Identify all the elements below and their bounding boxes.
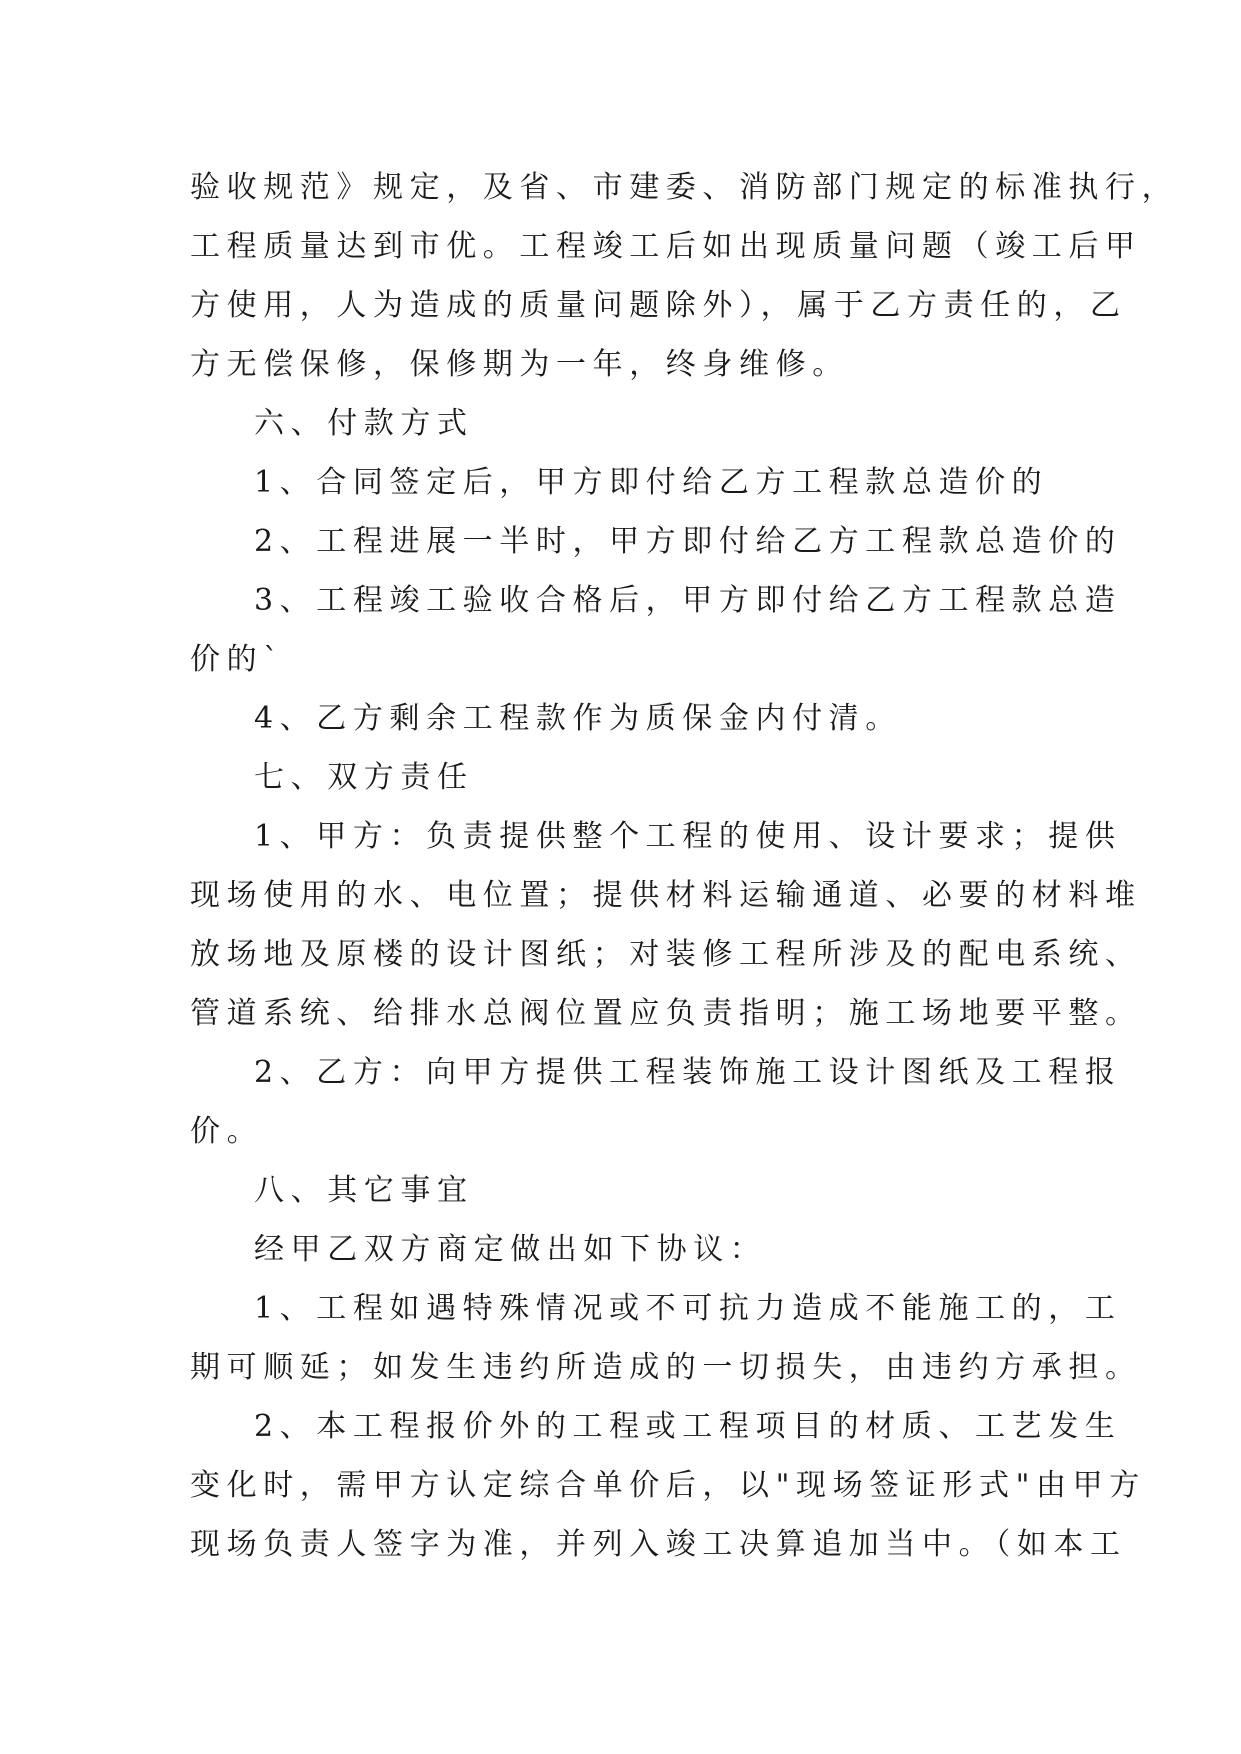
text-line: 价。 — [190, 1114, 264, 1149]
text-line: 现场负责人签字为准，并列入竣工决算追加当中。（如本工 — [190, 1527, 1127, 1562]
text-line: 1、甲方：负责提供整个工程的使用、设计要求；提供 — [254, 819, 1122, 854]
text-line: 4、乙方剩余工程款作为质保金内付清。 — [254, 701, 902, 736]
text-line: 经甲乙双方商定做出如下协议： — [254, 1232, 767, 1267]
text-line: 方无偿保修，保修期为一年，终身维修。 — [190, 347, 849, 382]
text-line: 1、工程如遇特殊情况或不可抗力造成不能施工的，工 — [254, 1291, 1122, 1326]
section-heading-responsibilities: 七、双方责任 — [254, 760, 474, 795]
section-heading-other-matters: 八、其它事宜 — [254, 1173, 474, 1208]
text-line: 2、工程进展一半时，甲方即付给乙方工程款总造价的 — [254, 524, 1122, 559]
text-line: 1、合同签定后，甲方即付给乙方工程款总造价的 — [254, 465, 1049, 500]
text-line: 放场地及原楼的设计图纸；对装修工程所涉及的配电系统、 — [190, 937, 1142, 972]
text-line: 工程质量达到市优。工程竣工后如出现质量问题（竣工后甲 — [190, 229, 1142, 264]
text-line: 价的` — [190, 642, 285, 677]
text-line: 3、工程竣工验收合格后，甲方即付给乙方工程款总造 — [254, 583, 1122, 618]
text-line: 期可顺延；如发生违约所造成的一切损失，由违约方承担。 — [190, 1350, 1142, 1385]
text-line: 方使用，人为造成的质量问题除外），属于乙方责任的，乙 — [190, 288, 1127, 323]
text-line: 验收规范》规定，及省、市建委、消防部门规定的标准执行， — [190, 170, 1179, 205]
section-heading-payment: 六、付款方式 — [254, 406, 474, 441]
document-body — [190, 158, 1179, 1574]
text-line: 现场使用的水、电位置；提供材料运输通道、必要的材料堆 — [190, 878, 1142, 913]
text-line: 2、本工程报价外的工程或工程项目的材质、工艺发生 — [254, 1409, 1122, 1444]
text-line: 2、乙方：向甲方提供工程装饰施工设计图纸及工程报 — [254, 1055, 1122, 1090]
text-line: 管道系统、给排水总阀位置应负责指明；施工场地要平整。 — [190, 996, 1142, 1031]
text-line: 变化时，需甲方认定综合单价后，以"现场签证形式"由甲方 — [190, 1468, 1146, 1503]
